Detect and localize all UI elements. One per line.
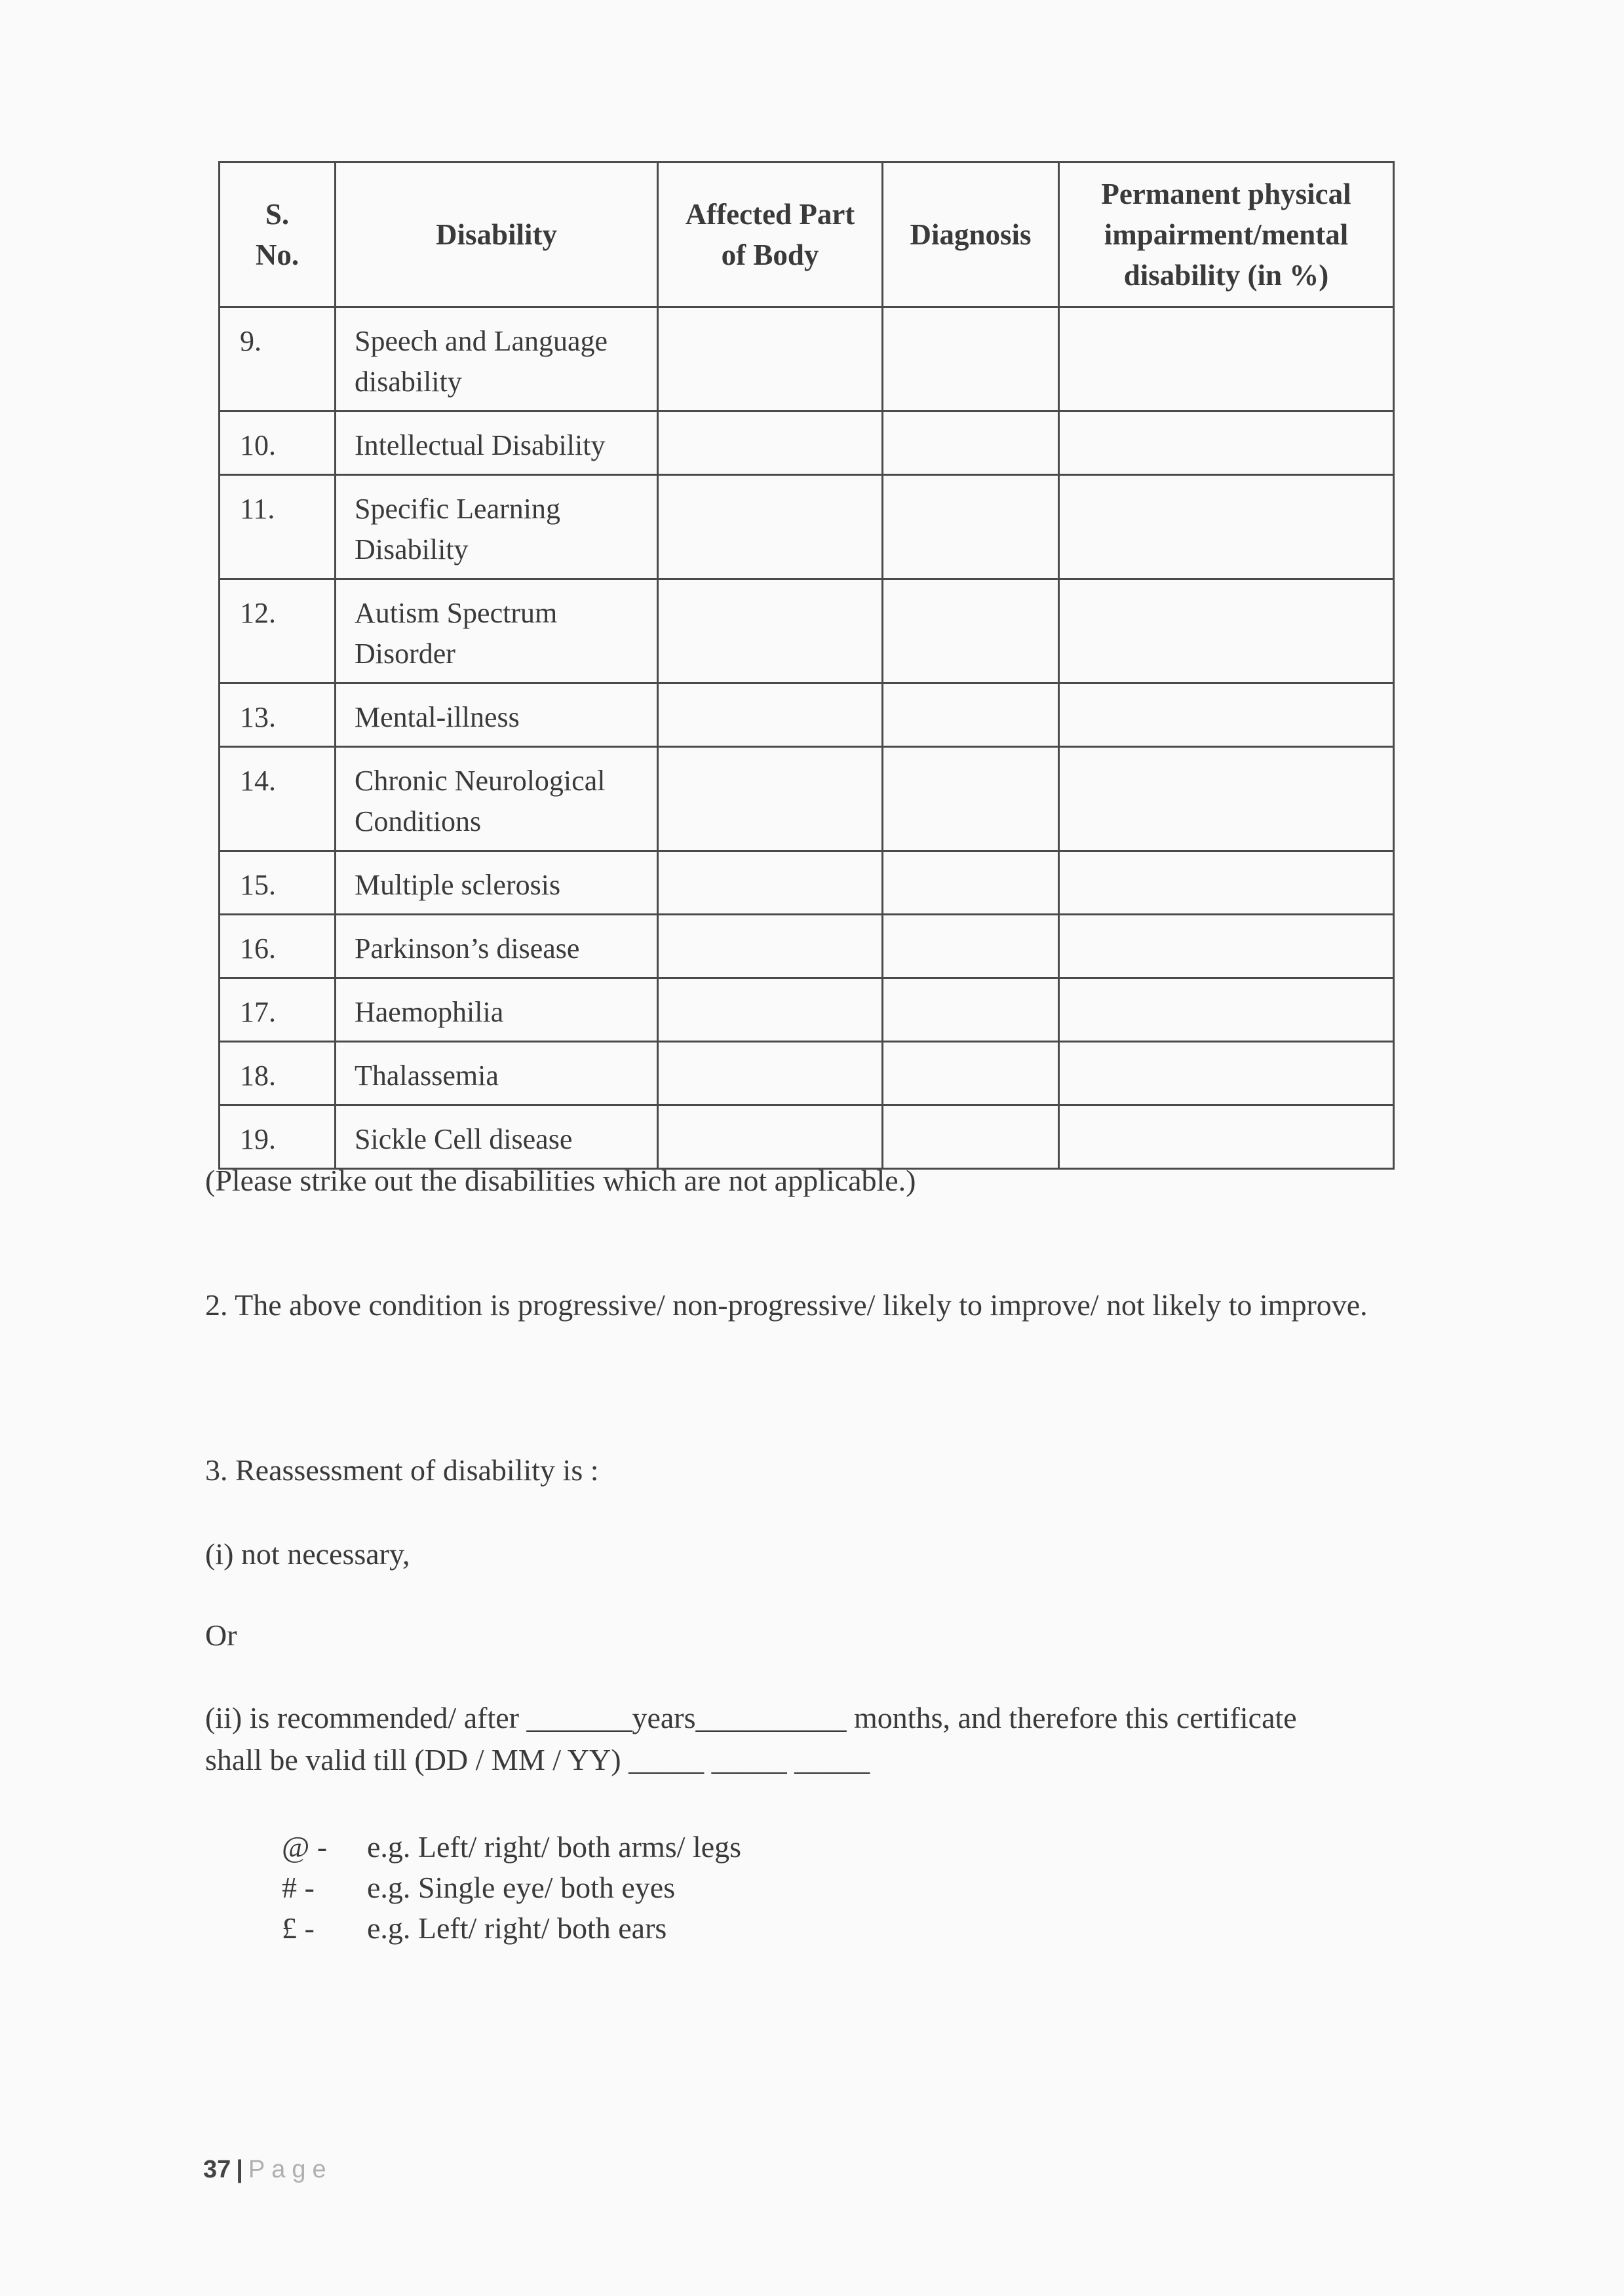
row-disability: Thalassemia xyxy=(336,1042,658,1105)
row-affected-part xyxy=(658,1105,883,1169)
footnote-item xyxy=(282,1867,675,1908)
table-row xyxy=(220,579,1394,683)
row-diagnosis xyxy=(883,1042,1059,1105)
table-row xyxy=(220,307,1394,411)
row-sno: 15. xyxy=(220,851,336,915)
header-sno: S. No. xyxy=(220,163,336,307)
table-row xyxy=(220,978,1394,1042)
row-permanent xyxy=(1059,1105,1394,1169)
row-diagnosis xyxy=(883,915,1059,978)
row-permanent xyxy=(1059,579,1394,683)
option-recommended-line2: shall be valid till (DD / MM / YY) _____ _____ _____ xyxy=(205,1743,870,1776)
row-disability: Autism Spectrum Disorder xyxy=(336,579,658,683)
option-recommended-line1: (ii) is recommended/ after _______years__________ months, and therefore this certificate xyxy=(205,1701,1297,1734)
row-disability: Multiple sclerosis xyxy=(336,851,658,915)
footer-separator: | xyxy=(236,2156,243,2183)
row-affected-part xyxy=(658,411,883,475)
row-diagnosis xyxy=(883,747,1059,851)
row-affected-part xyxy=(658,475,883,579)
option-recommended xyxy=(205,1697,1385,1781)
table-row xyxy=(220,851,1394,915)
row-permanent xyxy=(1059,475,1394,579)
row-sno: 16. xyxy=(220,915,336,978)
row-diagnosis xyxy=(883,1105,1059,1169)
row-sno: 12. xyxy=(220,579,336,683)
row-sno: 18. xyxy=(220,1042,336,1105)
table-row xyxy=(220,1105,1394,1169)
footnote-text: e.g. Single eye/ both eyes xyxy=(367,1871,676,1904)
reassessment-heading: 3. Reassessment of disability is : xyxy=(205,1453,599,1487)
table-row xyxy=(220,747,1394,851)
table-row xyxy=(220,915,1394,978)
row-permanent xyxy=(1059,683,1394,747)
footnote-item xyxy=(282,1827,741,1867)
row-sno: 19. xyxy=(220,1105,336,1169)
footnote-symbol: £ - xyxy=(282,1911,315,1945)
row-sno: 17. xyxy=(220,978,336,1042)
row-permanent xyxy=(1059,307,1394,411)
page-footer xyxy=(203,2156,333,2184)
footnote-symbol: # - xyxy=(282,1871,315,1904)
row-diagnosis xyxy=(883,683,1059,747)
row-permanent xyxy=(1059,747,1394,851)
row-permanent xyxy=(1059,978,1394,1042)
footnote-text: e.g. Left/ right/ both ears xyxy=(367,1911,667,1945)
row-disability: Specific Learning Disability xyxy=(336,475,658,579)
row-sno: 9. xyxy=(220,307,336,411)
row-disability: Speech and Language disability xyxy=(336,307,658,411)
row-affected-part xyxy=(658,915,883,978)
row-diagnosis xyxy=(883,851,1059,915)
header-diagnosis: Diagnosis xyxy=(883,163,1059,307)
row-disability: Chronic Neurological Conditions xyxy=(336,747,658,851)
row-permanent xyxy=(1059,411,1394,475)
table-row xyxy=(220,475,1394,579)
header-disability: Disability xyxy=(336,163,658,307)
row-affected-part xyxy=(658,978,883,1042)
footnote-text: e.g. Left/ right/ both arms/ legs xyxy=(367,1830,742,1864)
header-affected-part: Affected Part of Body xyxy=(658,163,883,307)
table-row xyxy=(220,683,1394,747)
row-permanent xyxy=(1059,851,1394,915)
header-permanent-impairment: Permanent physical impairment/mental disability (in %) xyxy=(1059,163,1394,307)
page-number: 37 xyxy=(203,2156,231,2183)
row-disability: Sickle Cell disease xyxy=(336,1105,658,1169)
row-sno: 13. xyxy=(220,683,336,747)
row-disability: Mental-illness xyxy=(336,683,658,747)
row-permanent xyxy=(1059,915,1394,978)
row-disability: Parkinson’s disease xyxy=(336,915,658,978)
row-affected-part xyxy=(658,579,883,683)
row-affected-part xyxy=(658,851,883,915)
page-label: Page xyxy=(248,2156,333,2183)
row-affected-part xyxy=(658,1042,883,1105)
table-row xyxy=(220,411,1394,475)
row-disability: Intellectual Disability xyxy=(336,411,658,475)
row-sno: 14. xyxy=(220,747,336,851)
row-affected-part xyxy=(658,683,883,747)
row-diagnosis xyxy=(883,475,1059,579)
row-diagnosis xyxy=(883,978,1059,1042)
condition-paragraph: 2. The above condition is progressive/ non-progressive/ likely to improve/ not likely to improve. xyxy=(205,1288,1368,1322)
row-affected-part xyxy=(658,307,883,411)
table-header-row xyxy=(220,163,1394,307)
or-text: Or xyxy=(205,1618,237,1652)
row-permanent xyxy=(1059,1042,1394,1105)
row-disability: Haemophilia xyxy=(336,978,658,1042)
footnote-item xyxy=(282,1908,667,1949)
row-sno: 11. xyxy=(220,475,336,579)
row-diagnosis xyxy=(883,579,1059,683)
option-not-necessary: (i) not necessary, xyxy=(205,1537,410,1571)
row-diagnosis xyxy=(883,411,1059,475)
row-diagnosis xyxy=(883,307,1059,411)
disability-table xyxy=(218,161,1395,1170)
table-row xyxy=(220,1042,1394,1105)
footnote-symbol: @ - xyxy=(282,1830,328,1864)
strike-out-note: (Please strike out the disabilities which are not applicable.) xyxy=(205,1164,916,1197)
row-sno: 10. xyxy=(220,411,336,475)
row-affected-part xyxy=(658,747,883,851)
